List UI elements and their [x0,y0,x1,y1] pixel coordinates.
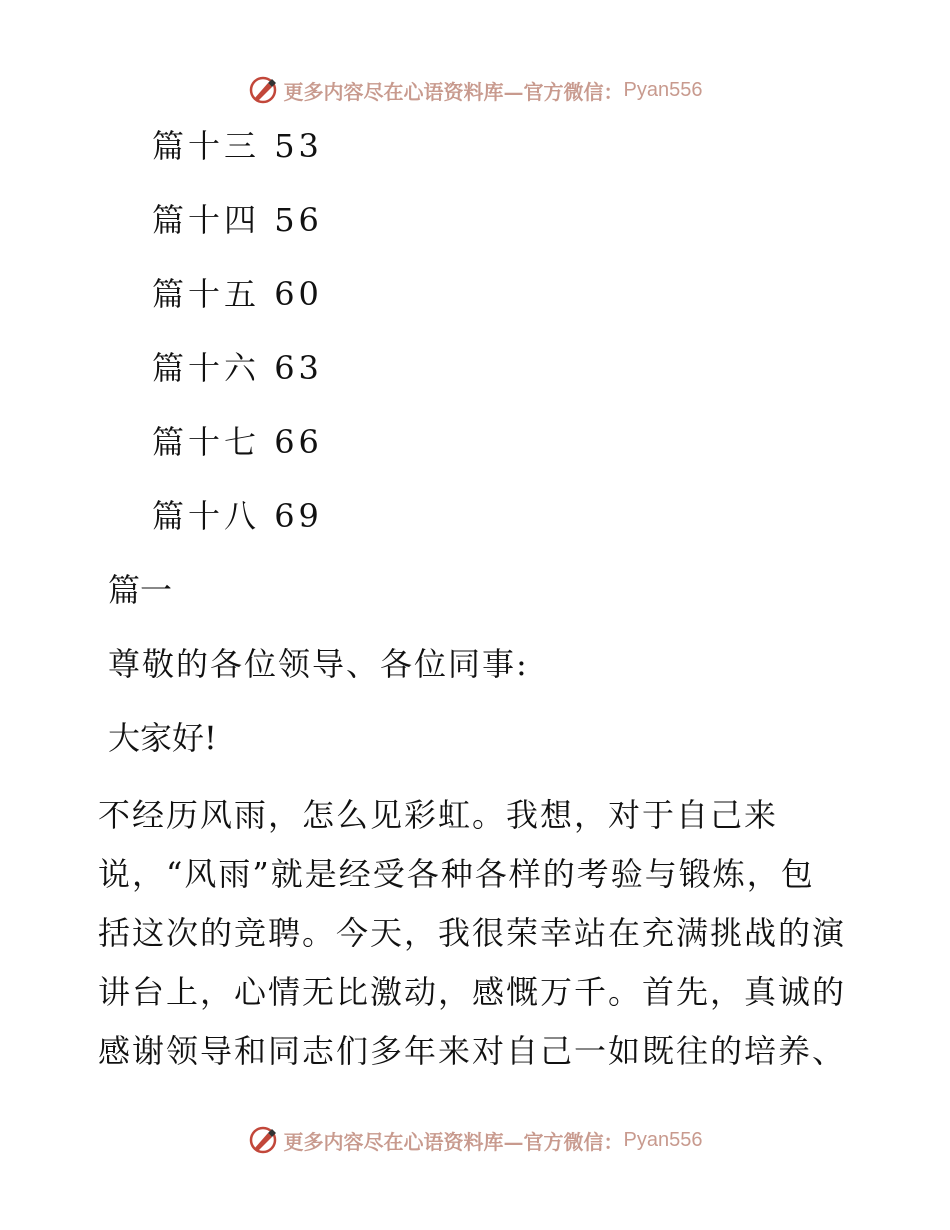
toc-label: 篇十三 [152,127,261,165]
body-paragraph [98,786,858,1081]
body-line: 括这次的竞聘。今天，我很荣幸站在充满挑战的演 [98,914,847,952]
toc-page: 63 [274,349,323,387]
body-line: 不经历风雨，怎么见彩虹。我想，对于自己来 [98,796,779,834]
toc-page: 69 [274,497,323,535]
toc-entry [152,496,323,536]
pen-logo-icon [248,1125,278,1155]
banner-handle: Pyan556 [623,78,703,101]
toc-label: 篇十六 [152,349,261,387]
toc-page: 60 [274,275,323,313]
banner-text: 更多内容尽在心语资料库—官方微信： [283,1129,624,1154]
toc-page: 53 [274,127,323,165]
header-banner [0,70,950,110]
toc-page: 56 [274,201,323,239]
toc-entry [152,126,323,166]
body-line: 说，“风雨”就是经受各种各样的考验与锻炼，包 [98,855,815,893]
toc-entry [152,422,323,462]
toc-label: 篇十四 [152,201,261,239]
toc-entry [152,200,323,240]
toc-entry [152,274,323,314]
toc-label: 篇十八 [152,497,261,535]
toc-label: 篇十五 [152,275,261,313]
banner-text: 更多内容尽在心语资料库—官方微信： [283,79,624,104]
pen-logo-icon [248,75,278,105]
salutation: 尊敬的各位领导、各位同事: [108,645,529,683]
section-heading: 篇一 [108,571,173,609]
body-line: 感谢领导和同志们多年来对自己一如既往的培养、 [98,1032,847,1070]
body-line: 讲台上，心情无比激动，感慨万千。首先，真诚的 [98,973,847,1011]
toc-page: 66 [274,423,323,461]
banner-handle: Pyan556 [623,1128,703,1151]
toc-entry [152,348,323,388]
toc-label: 篇十七 [152,423,261,461]
greeting: 大家好! [108,719,217,757]
footer-banner [0,1120,950,1160]
